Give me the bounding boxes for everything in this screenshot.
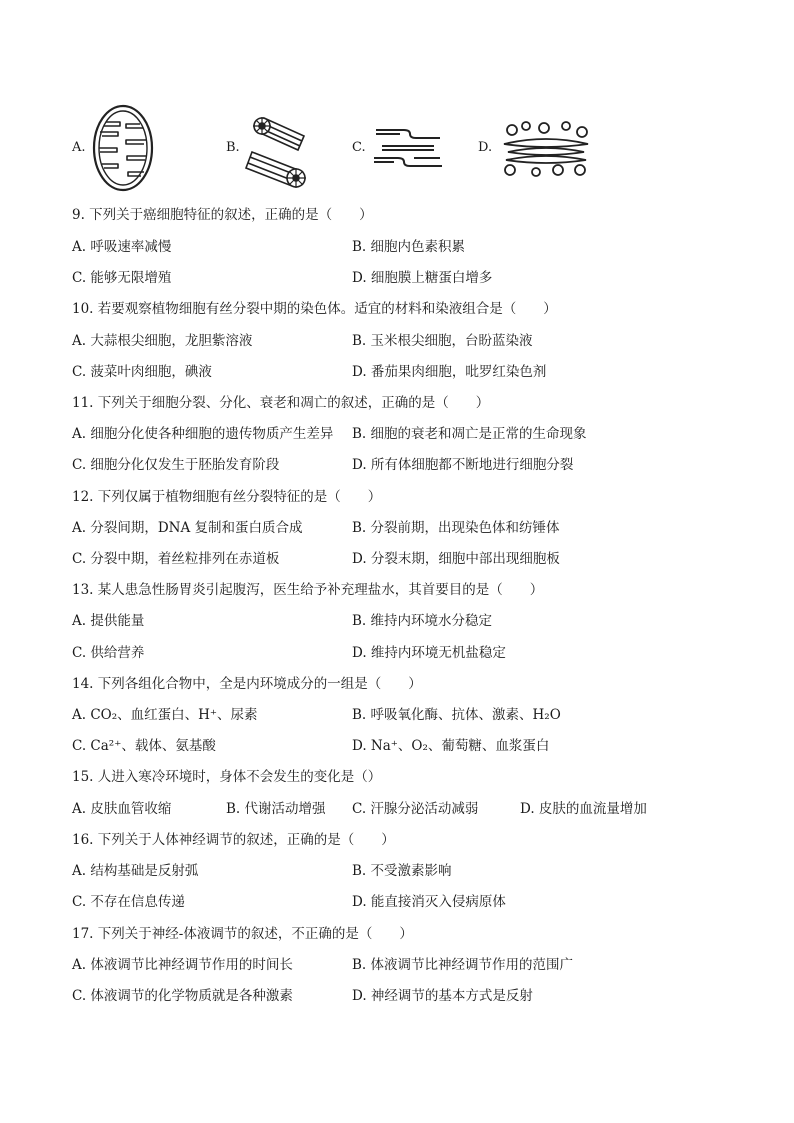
question-stem: 15. 人进入寒冷环境时，身体不会发生的变化是（）	[72, 769, 382, 785]
question-stem: 13. 某人患急性肠胃炎引起腹泻，医生给予补充理盐水，其首要目的是（ ）	[72, 582, 544, 598]
option-b: B. 细胞内色素积累	[352, 239, 466, 255]
option-d: D. 所有体细胞都不断地进行细胞分裂	[352, 457, 574, 473]
question-stem: 14. 下列各组化合物中，全是内环境成分的一组是（ ）	[72, 676, 422, 692]
option-letter: D.	[478, 140, 493, 155]
option-a: A. CO₂、血红蛋白、H⁺、尿素	[72, 707, 258, 723]
option-b: B. 玉米根尖细胞，台盼蓝染液	[352, 333, 533, 349]
question-stem: 9. 下列关于癌细胞特征的叙述，正确的是（ ）	[72, 207, 373, 223]
option-d: D. 分裂末期，细胞中部出现细胞板	[352, 551, 560, 567]
option-a: A. 皮肤血管收缩	[72, 801, 172, 817]
option-d: D. 神经调节的基本方式是反射	[352, 988, 533, 1004]
option-b: B. 呼吸氧化酶、抗体、激素、H₂O	[352, 707, 561, 723]
option-letter: A.	[72, 140, 86, 155]
option-b: B. 分裂前期，出现染色体和纺锤体	[352, 520, 560, 536]
option-d: D. 能直接消灭入侵病原体	[352, 894, 506, 910]
option-a: A. 结构基础是反射弧	[72, 863, 199, 879]
option-d: D. 皮肤的血流量增加	[520, 801, 647, 817]
figure-option-d	[478, 100, 618, 196]
option-b: B. 细胞的衰老和凋亡是正常的生命现象	[352, 426, 587, 442]
question-stem: 16. 下列关于人体神经调节的叙述，正确的是（ ）	[72, 832, 395, 848]
option-c: C. 汗腺分泌活动减弱	[352, 801, 479, 817]
option-c: C. 不存在信息传递	[72, 894, 185, 910]
option-a: A. 体液调节比神经调节作用的时间长	[72, 957, 293, 973]
option-c: C. 供给营养	[72, 645, 145, 661]
option-a: A. 细胞分化使各种细胞的遗传物质产生差异	[72, 426, 334, 442]
option-c: C. Ca²⁺、载体、氨基酸	[72, 738, 216, 754]
organelle-figure-row	[72, 100, 722, 196]
question-stem: 17. 下列关于神经-体液调节的叙述，不正确的是（ ）	[72, 926, 413, 942]
option-c: C. 能够无限增殖	[72, 270, 172, 286]
question-stem: 11. 下列关于细胞分裂、分化、衰老和凋亡的叙述，正确的是（ ）	[72, 395, 490, 411]
option-d: D. Na⁺、O₂、葡萄糖、血浆蛋白	[352, 738, 550, 754]
option-letter: C.	[352, 140, 366, 155]
question-stem: 12. 下列仅属于植物细胞有丝分裂特征的是（ ）	[72, 489, 382, 505]
option-d: D. 细胞膜上糖蛋白增多	[352, 270, 493, 286]
option-b: B. 代谢活动增强	[226, 801, 326, 817]
option-c: C. 细胞分化仅发生于胚胎发育阶段	[72, 457, 280, 473]
option-a: A. 呼吸速率减慢	[72, 239, 172, 255]
option-b: B. 体液调节比神经调节作用的范围广	[352, 957, 574, 973]
endoplasmic-reticulum-icon	[370, 124, 450, 174]
option-c: C. 分裂中期，着丝粒排列在赤道板	[72, 551, 280, 567]
option-letter: B.	[226, 140, 240, 155]
golgi-apparatus-icon	[496, 120, 596, 180]
figure-option-c	[352, 100, 462, 196]
centriole-icon	[242, 106, 322, 192]
option-c: C. 体液调节的化学物质就是各种激素	[72, 988, 293, 1004]
option-d: D. 维持内环境无机盐稳定	[352, 645, 506, 661]
figure-option-a	[72, 100, 192, 196]
option-c: C. 菠菜叶肉细胞，碘液	[72, 364, 212, 380]
option-a: A. 分裂间期，DNA 复制和蛋白质合成	[72, 520, 303, 536]
option-a: A. 提供能量	[72, 613, 145, 629]
mitochondrion-icon	[90, 102, 156, 194]
option-b: B. 不受激素影响	[352, 863, 452, 879]
question-stem: 10. 若要观察植物细胞有丝分裂中期的染色体。适宜的材料和染液组合是（ ）	[72, 301, 557, 317]
option-d: D. 番茄果肉细胞，吡罗红染色剂	[352, 364, 547, 380]
option-a: A. 大蒜根尖细胞，龙胆紫溶液	[72, 333, 253, 349]
option-b: B. 维持内环境水分稳定	[352, 613, 493, 629]
figure-option-b	[226, 100, 346, 196]
